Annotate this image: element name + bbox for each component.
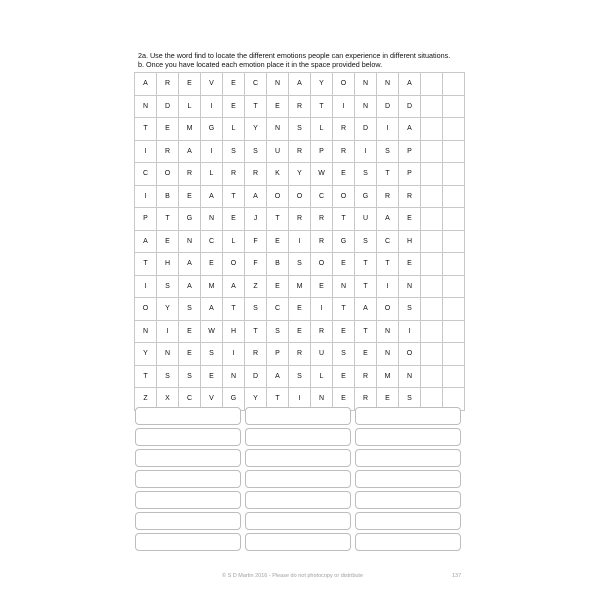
answer-box[interactable] — [355, 428, 461, 446]
grid-cell[interactable] — [443, 163, 465, 186]
grid-cell[interactable] — [421, 343, 443, 366]
grid-cell[interactable]: B — [157, 186, 179, 209]
grid-cell[interactable]: O — [333, 186, 355, 209]
grid-cell[interactable]: I — [399, 321, 421, 344]
grid-cell[interactable]: F — [245, 231, 267, 254]
grid-cell[interactable]: S — [333, 343, 355, 366]
grid-cell[interactable]: G — [179, 208, 201, 231]
grid-cell[interactable]: G — [223, 388, 245, 411]
grid-cell[interactable]: P — [135, 208, 157, 231]
grid-cell[interactable]: A — [245, 186, 267, 209]
grid-cell[interactable] — [443, 141, 465, 164]
grid-cell[interactable]: E — [289, 321, 311, 344]
grid-cell[interactable]: T — [377, 163, 399, 186]
grid-cell[interactable]: L — [311, 118, 333, 141]
grid-cell[interactable]: Y — [311, 73, 333, 96]
grid-cell[interactable]: D — [245, 366, 267, 389]
grid-cell[interactable]: D — [157, 96, 179, 119]
grid-cell[interactable]: E — [223, 73, 245, 96]
grid-cell[interactable] — [443, 118, 465, 141]
grid-cell[interactable]: A — [355, 298, 377, 321]
grid-cell[interactable]: A — [377, 208, 399, 231]
answer-box[interactable] — [355, 491, 461, 509]
copyright-notice: © S D Martin 2016 - Please do not photocopy or distribute — [222, 573, 364, 579]
grid-cell[interactable]: S — [377, 141, 399, 164]
grid-cell[interactable] — [421, 321, 443, 344]
grid-cell[interactable]: N — [377, 321, 399, 344]
grid-cell[interactable]: P — [267, 343, 289, 366]
grid-cell[interactable]: E — [333, 321, 355, 344]
grid-cell[interactable]: A — [289, 73, 311, 96]
grid-cell[interactable]: T — [135, 366, 157, 389]
grid-cell[interactable]: M — [289, 276, 311, 299]
grid-cell[interactable]: P — [399, 163, 421, 186]
instruction-a: 2a. Use the word find to locate the different emotions people can experience in different situations. — [138, 51, 451, 60]
grid-cell[interactable]: E — [179, 321, 201, 344]
grid-cell[interactable] — [421, 141, 443, 164]
grid-cell[interactable]: N — [223, 366, 245, 389]
grid-cell[interactable]: N — [377, 343, 399, 366]
grid-cell[interactable]: R — [289, 96, 311, 119]
grid-cell[interactable]: W — [311, 163, 333, 186]
answer-box[interactable] — [135, 449, 241, 467]
grid-cell[interactable]: L — [311, 366, 333, 389]
grid-cell[interactable] — [421, 366, 443, 389]
grid-cell[interactable]: D — [377, 96, 399, 119]
grid-cell[interactable]: I — [201, 141, 223, 164]
grid-cell[interactable]: E — [399, 208, 421, 231]
grid-cell[interactable]: R — [289, 208, 311, 231]
grid-cell[interactable]: N — [157, 343, 179, 366]
grid-cell[interactable]: O — [289, 186, 311, 209]
grid-cell[interactable]: C — [135, 163, 157, 186]
grid-cell[interactable]: E — [355, 343, 377, 366]
answer-box[interactable] — [355, 407, 461, 425]
grid-cell[interactable]: T — [223, 298, 245, 321]
grid-cell[interactable]: A — [399, 73, 421, 96]
grid-cell[interactable]: T — [355, 253, 377, 276]
grid-cell[interactable]: S — [289, 253, 311, 276]
grid-cell[interactable] — [443, 343, 465, 366]
grid-cell[interactable]: M — [201, 276, 223, 299]
answer-box[interactable] — [245, 470, 351, 488]
grid-cell[interactable]: R — [333, 141, 355, 164]
answer-box[interactable] — [135, 533, 241, 551]
grid-cell[interactable]: N — [135, 96, 157, 119]
grid-cell[interactable]: I — [333, 96, 355, 119]
grid-cell[interactable]: I — [311, 298, 333, 321]
grid-cell[interactable]: R — [245, 343, 267, 366]
answer-box[interactable] — [245, 428, 351, 446]
grid-cell[interactable]: G — [333, 231, 355, 254]
grid-cell[interactable]: R — [399, 186, 421, 209]
grid-cell[interactable] — [443, 73, 465, 96]
grid-cell[interactable]: E — [179, 73, 201, 96]
grid-cell[interactable]: O — [135, 298, 157, 321]
grid-cell[interactable]: R — [157, 141, 179, 164]
answer-box[interactable] — [355, 470, 461, 488]
grid-cell[interactable]: E — [267, 96, 289, 119]
grid-cell[interactable] — [443, 366, 465, 389]
grid-cell[interactable]: G — [201, 118, 223, 141]
grid-cell[interactable]: T — [311, 96, 333, 119]
grid-cell[interactable]: T — [245, 321, 267, 344]
grid-cell[interactable]: O — [399, 343, 421, 366]
grid-cell[interactable]: Y — [245, 118, 267, 141]
grid-cell[interactable]: N — [399, 366, 421, 389]
grid-cell[interactable]: M — [179, 118, 201, 141]
grid-cell[interactable]: N — [267, 118, 289, 141]
page-footer — [0, 573, 600, 583]
answer-box[interactable] — [355, 449, 461, 467]
grid-cell[interactable]: A — [179, 276, 201, 299]
answer-box[interactable] — [245, 449, 351, 467]
grid-cell[interactable]: R — [223, 163, 245, 186]
grid-cell[interactable]: I — [223, 343, 245, 366]
grid-cell[interactable]: E — [377, 388, 399, 411]
grid-cell[interactable]: V — [201, 73, 223, 96]
grid-cell[interactable]: H — [399, 231, 421, 254]
grid-cell[interactable]: E — [157, 231, 179, 254]
grid-cell[interactable] — [443, 186, 465, 209]
grid-cell[interactable]: S — [245, 298, 267, 321]
grid-cell[interactable]: N — [377, 73, 399, 96]
grid-cell[interactable]: K — [267, 163, 289, 186]
grid-cell[interactable]: I — [355, 141, 377, 164]
grid-cell[interactable]: R — [355, 366, 377, 389]
grid-cell[interactable]: W — [201, 321, 223, 344]
answer-box[interactable] — [355, 533, 461, 551]
grid-cell[interactable]: E — [311, 276, 333, 299]
grid-cell[interactable] — [421, 298, 443, 321]
grid-cell[interactable]: S — [289, 118, 311, 141]
answer-box[interactable] — [135, 491, 241, 509]
grid-cell[interactable]: S — [245, 141, 267, 164]
grid-cell[interactable]: S — [355, 163, 377, 186]
grid-cell[interactable]: Y — [157, 298, 179, 321]
grid-cell[interactable]: I — [157, 321, 179, 344]
grid-cell[interactable]: O — [377, 298, 399, 321]
grid-cell[interactable]: E — [223, 96, 245, 119]
grid-cell[interactable]: E — [267, 231, 289, 254]
grid-cell[interactable]: R — [245, 163, 267, 186]
grid-cell[interactable]: R — [311, 321, 333, 344]
grid-cell[interactable]: C — [179, 388, 201, 411]
grid-cell[interactable]: H — [157, 253, 179, 276]
grid-cell[interactable]: T — [157, 208, 179, 231]
grid-cell[interactable]: T — [333, 298, 355, 321]
grid-cell[interactable]: S — [157, 276, 179, 299]
grid-cell[interactable]: N — [355, 73, 377, 96]
grid-cell[interactable]: A — [135, 231, 157, 254]
grid-cell[interactable]: C — [377, 231, 399, 254]
grid-cell[interactable]: I — [289, 388, 311, 411]
grid-cell[interactable]: E — [179, 186, 201, 209]
grid-cell[interactable]: E — [333, 366, 355, 389]
grid-cell[interactable]: A — [267, 366, 289, 389]
grid-cell[interactable] — [421, 253, 443, 276]
grid-cell[interactable]: U — [311, 343, 333, 366]
grid-cell[interactable]: R — [289, 343, 311, 366]
grid-cell[interactable]: S — [267, 321, 289, 344]
grid-cell[interactable]: E — [201, 253, 223, 276]
grid-cell[interactable]: M — [377, 366, 399, 389]
grid-cell[interactable]: I — [135, 186, 157, 209]
grid-cell[interactable]: E — [333, 163, 355, 186]
grid-cell[interactable] — [421, 118, 443, 141]
grid-cell[interactable]: E — [267, 276, 289, 299]
grid-cell[interactable]: R — [289, 141, 311, 164]
grid-cell[interactable]: T — [355, 276, 377, 299]
instructions — [138, 51, 478, 69]
grid-cell[interactable]: I — [377, 118, 399, 141]
grid-cell[interactable]: O — [223, 253, 245, 276]
answer-box[interactable] — [245, 491, 351, 509]
page-number: 137 — [452, 573, 462, 579]
grid-cell[interactable]: T — [333, 208, 355, 231]
grid-cell[interactable]: T — [245, 96, 267, 119]
grid-cell[interactable]: J — [245, 208, 267, 231]
answer-box[interactable] — [355, 512, 461, 530]
grid-cell[interactable]: N — [267, 73, 289, 96]
grid-cell[interactable] — [421, 208, 443, 231]
grid-cell[interactable]: I — [135, 276, 157, 299]
grid-cell[interactable]: P — [399, 141, 421, 164]
grid-cell[interactable]: N — [333, 276, 355, 299]
grid-cell[interactable]: S — [179, 298, 201, 321]
grid-cell[interactable]: S — [201, 343, 223, 366]
grid-cell[interactable]: Z — [135, 388, 157, 411]
grid-cell[interactable]: N — [201, 208, 223, 231]
grid-cell[interactable]: R — [355, 388, 377, 411]
grid-cell[interactable]: L — [223, 118, 245, 141]
grid-cell[interactable] — [443, 231, 465, 254]
grid-cell[interactable]: C — [311, 186, 333, 209]
grid-cell[interactable]: R — [333, 118, 355, 141]
grid-cell[interactable]: R — [311, 208, 333, 231]
grid-cell[interactable]: V — [201, 388, 223, 411]
grid-cell[interactable] — [443, 276, 465, 299]
grid-cell[interactable]: E — [333, 253, 355, 276]
grid-cell[interactable]: O — [311, 253, 333, 276]
grid-cell[interactable] — [421, 276, 443, 299]
grid-cell[interactable]: Y — [289, 163, 311, 186]
grid-cell[interactable]: T — [355, 321, 377, 344]
grid-cell[interactable]: H — [223, 321, 245, 344]
grid-cell[interactable] — [443, 321, 465, 344]
grid-cell[interactable]: E — [223, 208, 245, 231]
grid-cell[interactable]: E — [289, 298, 311, 321]
grid-cell[interactable]: O — [333, 73, 355, 96]
grid-cell[interactable]: S — [355, 231, 377, 254]
grid-cell[interactable]: R — [179, 163, 201, 186]
grid-cell[interactable]: A — [223, 276, 245, 299]
grid-cell[interactable]: T — [377, 253, 399, 276]
grid-cell[interactable]: S — [399, 388, 421, 411]
answer-box[interactable] — [135, 428, 241, 446]
answer-boxes — [135, 407, 461, 551]
grid-cell[interactable]: A — [179, 253, 201, 276]
answer-box[interactable] — [245, 512, 351, 530]
grid-cell[interactable]: C — [245, 73, 267, 96]
grid-cell[interactable]: S — [179, 366, 201, 389]
instruction-b: b. Once you have located each emotion place it in the space provided below. — [138, 60, 383, 69]
grid-cell[interactable]: I — [289, 231, 311, 254]
grid-cell[interactable]: N — [355, 96, 377, 119]
grid-cell[interactable]: C — [201, 231, 223, 254]
grid-cell[interactable]: T — [135, 118, 157, 141]
grid-cell[interactable]: T — [223, 186, 245, 209]
grid-cell[interactable] — [421, 186, 443, 209]
grid-cell[interactable] — [421, 96, 443, 119]
grid-cell[interactable]: T — [135, 253, 157, 276]
grid-cell[interactable]: Y — [135, 343, 157, 366]
answer-box[interactable] — [135, 470, 241, 488]
grid-cell[interactable]: R — [157, 73, 179, 96]
grid-cell[interactable]: F — [245, 253, 267, 276]
answer-box[interactable] — [135, 407, 241, 425]
grid-cell[interactable]: A — [179, 141, 201, 164]
grid-cell[interactable]: R — [377, 186, 399, 209]
grid-cell[interactable]: R — [311, 231, 333, 254]
grid-cell[interactable]: A — [201, 186, 223, 209]
grid-cell[interactable]: C — [267, 298, 289, 321]
answer-box[interactable] — [245, 407, 351, 425]
grid-cell[interactable]: O — [267, 186, 289, 209]
grid-cell[interactable] — [421, 73, 443, 96]
grid-cell[interactable]: L — [179, 96, 201, 119]
grid-cell[interactable]: A — [399, 118, 421, 141]
grid-cell[interactable]: Y — [245, 388, 267, 411]
grid-cell[interactable]: N — [399, 276, 421, 299]
grid-cell[interactable]: S — [223, 141, 245, 164]
grid-cell[interactable]: B — [267, 253, 289, 276]
grid-cell[interactable]: D — [399, 96, 421, 119]
grid-cell[interactable]: G — [355, 186, 377, 209]
grid-cell[interactable]: T — [267, 388, 289, 411]
grid-cell[interactable]: N — [135, 321, 157, 344]
grid-cell[interactable]: L — [223, 231, 245, 254]
grid-cell[interactable]: X — [157, 388, 179, 411]
grid-cell[interactable]: U — [355, 208, 377, 231]
grid-cell[interactable]: T — [267, 208, 289, 231]
grid-cell[interactable]: A — [201, 298, 223, 321]
grid-cell[interactable]: L — [201, 163, 223, 186]
grid-cell[interactable]: A — [135, 73, 157, 96]
grid-cell[interactable]: S — [399, 298, 421, 321]
grid-cell[interactable]: E — [333, 388, 355, 411]
grid-cell[interactable]: Z — [245, 276, 267, 299]
grid-cell[interactable]: D — [355, 118, 377, 141]
grid-cell[interactable] — [421, 231, 443, 254]
grid-cell[interactable]: N — [179, 231, 201, 254]
grid-cell[interactable]: E — [157, 118, 179, 141]
answer-box[interactable] — [245, 533, 351, 551]
grid-cell[interactable]: I — [377, 276, 399, 299]
grid-cell[interactable] — [443, 208, 465, 231]
grid-cell[interactable]: E — [399, 253, 421, 276]
grid-cell[interactable] — [443, 253, 465, 276]
grid-cell[interactable]: E — [179, 343, 201, 366]
grid-cell[interactable] — [421, 163, 443, 186]
grid-cell[interactable]: S — [157, 366, 179, 389]
grid-cell[interactable]: I — [201, 96, 223, 119]
grid-cell[interactable] — [443, 298, 465, 321]
grid-cell[interactable]: U — [267, 141, 289, 164]
word-search-grid — [134, 72, 465, 411]
grid-cell[interactable]: O — [157, 163, 179, 186]
grid-cell[interactable]: P — [311, 141, 333, 164]
answer-box[interactable] — [135, 512, 241, 530]
grid-cell[interactable]: S — [289, 366, 311, 389]
grid-cell[interactable] — [443, 96, 465, 119]
grid-cell[interactable]: N — [311, 388, 333, 411]
grid-cell[interactable]: E — [201, 366, 223, 389]
grid-cell[interactable]: I — [135, 141, 157, 164]
